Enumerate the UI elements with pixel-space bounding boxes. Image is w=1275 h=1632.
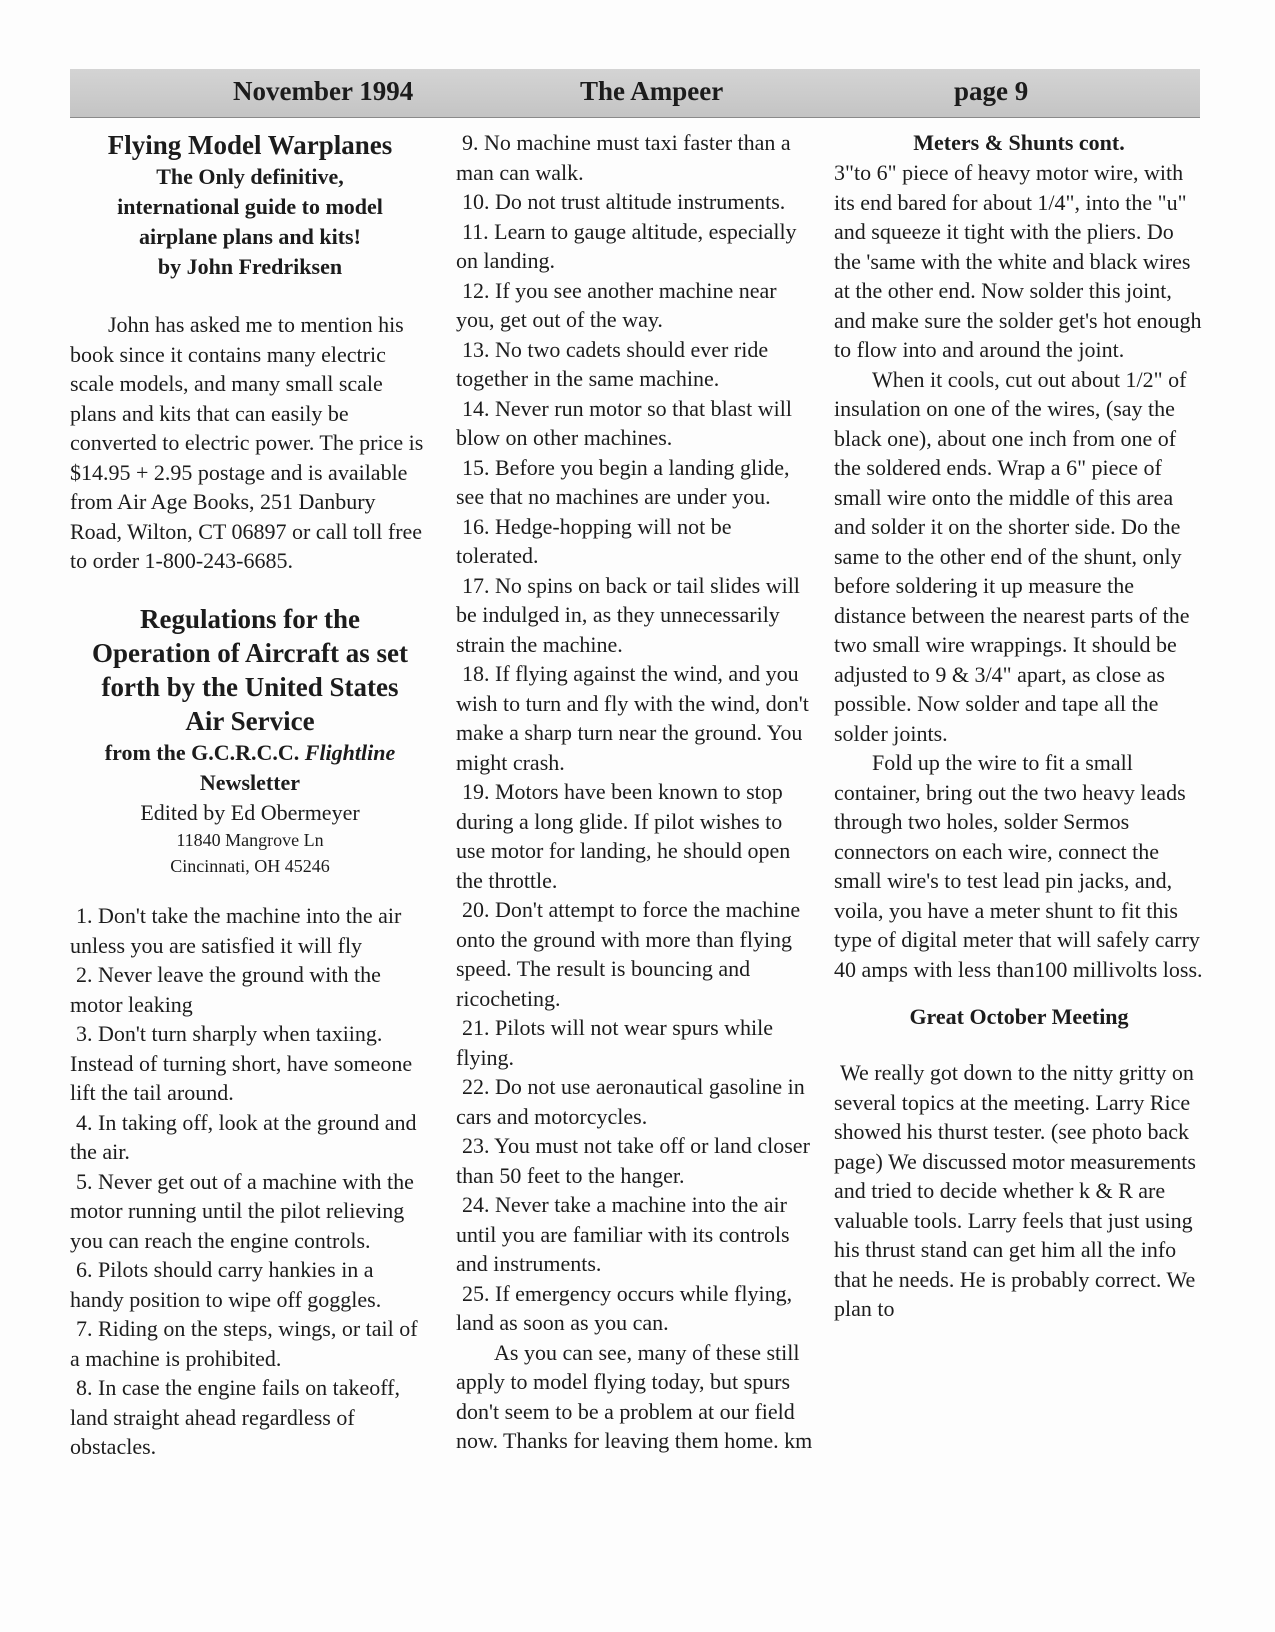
list-item: 18. If flying against the wind, and you wish to turn and fly with the wind, don't make a sharp turn near the ground. You might crash. — [456, 661, 809, 775]
title-line: Air Service — [185, 705, 315, 736]
list-item: 1. Don't take the machine into the air unless you are satisfied it will fly — [70, 903, 402, 958]
source-publication: Flightline — [304, 739, 396, 765]
meters-para-3: Fold up the wire to fit a small container, bring out the two heavy leads through two holes, solder Sermos connectors on each wire, connect the small wire's to test lead pin jacks, and, voila, you have a meter shunt to fit this type of digital meter that will safely carry 40 amps with less than100 millivolts loss. — [834, 750, 1203, 982]
column-right — [834, 128, 1204, 1324]
regulations-list-continued — [456, 128, 816, 1338]
list-item: 7. Riding on the steps, wings, or tail of a machine is prohibited. — [70, 1316, 418, 1371]
list-item: 14. Never run motor so that blast will blow on other machines. — [456, 395, 792, 450]
article-title-warplanes: Flying Model Warplanes — [107, 130, 393, 160]
list-item: 13. No two cadets should ever ride together in the same machine. — [456, 336, 769, 391]
newsletter-title: The Ampeer — [580, 76, 724, 106]
column-left — [70, 128, 430, 1462]
issue-date: November 1994 — [233, 76, 414, 106]
editor-credit: Edited by Ed Obermeyer — [140, 799, 360, 825]
meeting-title: Great October Meeting — [909, 1004, 1129, 1029]
source-prefix: from the G.C.R.C.C. — [104, 739, 305, 765]
title-line: forth by the United States — [101, 671, 399, 702]
list-item: 25. If emergency occurs while flying, land as soon as you can. — [456, 1280, 793, 1335]
list-item: 22. Do not use aeronautical gasoline in cars and motorcycles. — [456, 1074, 805, 1129]
title-line: Regulations for the — [140, 603, 360, 634]
list-item: 15. Before you begin a landing glide, see that no machines are under you. — [456, 454, 790, 509]
list-item: 9. No machine must taxi faster than a man can walk. — [456, 130, 791, 185]
list-item: 5. Never get out of a machine with the motor running until the pilot relieving you can reach the engine controls. — [70, 1168, 414, 1253]
subtitle-line: The Only definitive, — [156, 164, 344, 189]
meters-title: Meters & Shunts cont. — [913, 130, 1125, 155]
meeting-body: We really got down to the nitty gritty on several topics at the meeting. Larry Rice showed his thurst tester. (see photo back page) We discussed motor measurements and tried to decide whether k & R are valuable tools. Larry feels that just using his thrust stand can get him all the info that he needs. He is probably correct. We plan to — [834, 1060, 1196, 1321]
article-title-regulations — [70, 602, 430, 738]
list-item: 6. Pilots should carry hankies in a handy position to wipe off goggles. — [70, 1257, 382, 1312]
regulations-closing: As you can see, many of these still apply to model flying today, but spurs don't seem to be a problem at our field now. Thanks for leaving them home. km — [456, 1339, 813, 1453]
list-item: 17. No spins on back or tail slides will be indulged in, as they unnecessarily strain the machine. — [456, 572, 800, 657]
list-item: 11. Learn to gauge altitude, especially on landing. — [456, 218, 797, 273]
list-item: 20. Don't attempt to force the machine onto the ground with more than flying speed. The result is bouncing and ricocheting. — [456, 897, 801, 1011]
byline: by John Fredriksen — [157, 254, 343, 279]
warplanes-body: John has asked me to mention his book since it contains many electric scale models, and many small scale plans and kits that can easily be converted to electric power. The price is $14.95 + 2.95 postage and is available from Air Age Books, 251 Danbury Road, Wilton, CT 06897 or call toll free to order 1-800-243-6685. — [70, 312, 424, 573]
subtitle-line: international guide to model — [117, 194, 383, 219]
list-item: 21. Pilots will not wear spurs while flying. — [456, 1015, 774, 1070]
page-number: page 9 — [954, 76, 1029, 106]
list-item: 12. If you see another machine near you, get out of the way. — [456, 277, 777, 332]
source-suffix: Newsletter — [199, 769, 301, 795]
article-subtitle — [70, 162, 430, 282]
page-header — [70, 69, 1200, 118]
list-item: 19. Motors have been known to stop during a long glide. If pilot wishes to use motor for landing, he should open the throttle. — [456, 779, 791, 893]
list-item: 8. In case the engine fails on takeoff, land straight ahead regardless of obstacles. — [70, 1375, 400, 1459]
column-middle — [456, 128, 816, 1456]
list-item: 3. Don't turn sharply when taxiing. Instead of turning short, have someone lift the tail around. — [70, 1021, 413, 1105]
regulations-list — [70, 901, 430, 1462]
list-item: 4. In taking off, look at the ground and the air. — [70, 1109, 417, 1164]
list-item: 2. Never leave the ground with the motor leaking — [70, 962, 381, 1017]
list-item: 10. Do not trust altitude instruments. — [462, 189, 786, 214]
meters-para-2: When it cools, cut out about 1/2" of insulation on one of the wires, (say the black one), about one inch from one of the soldered ends. Wrap a 6" piece of small wire onto the middle of this area and solder it on the shorter side. Do the same to the other end of the shunt, only before soldering it up measure the distance between the nearest parts of the two small wire wrappings. It should be adjusted to 9 & 3/4" apart, as close as possible. Now solder and tape all the solder joints. — [834, 366, 1190, 746]
editor-address-line1: 11840 Mangrove Ln — [176, 830, 324, 850]
article-source — [70, 738, 430, 798]
subtitle-line: airplane plans and kits! — [139, 224, 361, 249]
list-item: 16. Hedge-hopping will not be tolerated. — [456, 513, 732, 568]
meters-para-1: 3"to 6" piece of heavy motor wire, with its end bared for about 1/4", into the "u" and squeeze it tight with the pliers. Do the 'same with the white and black wires at the other end. Now solder this joint, and make sure the solder get's hot enough to flow into and around the joint. — [834, 160, 1202, 362]
list-item: 24. Never take a machine into the air until you are familiar with its controls and instruments. — [456, 1192, 790, 1276]
editor-address-line2: Cincinnati, OH 45246 — [170, 856, 330, 876]
title-line: Operation of Aircraft as set — [92, 637, 408, 668]
list-item: 23. You must not take off or land closer than 50 feet to the hanger. — [456, 1133, 810, 1188]
